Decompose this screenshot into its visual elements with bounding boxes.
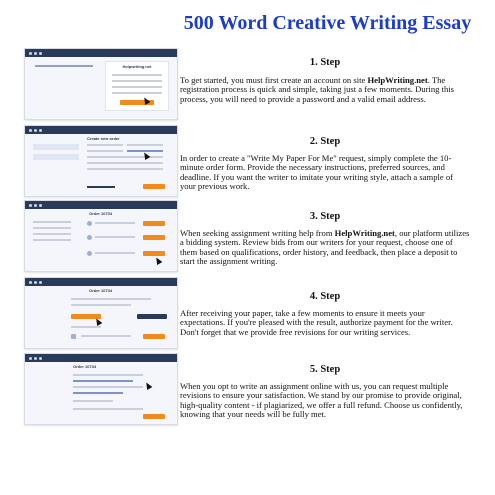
- step-2-screenshot: [24, 125, 178, 197]
- step-2-text: In order to create a "Write My Paper For Me" request, simply complete the 10-minute order form. Provide the necessary instructions, preferred sources, and deadline. If you want the writer to imitate your writing style, attach a sample of your previous work.: [180, 153, 454, 191]
- step-1-heading: 1. Step: [309, 57, 341, 68]
- window-titlebar: [25, 49, 177, 57]
- step-4: [0, 277, 495, 352]
- step-3-heading: 3. Step: [309, 211, 341, 222]
- step-2: [0, 125, 495, 200]
- page-title: 500 Word Creative Writing Essay: [183, 12, 472, 34]
- step-3: [0, 200, 495, 275]
- window-titlebar: [25, 201, 177, 209]
- order-label: Order 10734: [89, 211, 113, 216]
- order-label: Order 10734: [89, 288, 113, 293]
- form-label: Create new order: [87, 136, 120, 141]
- step-1-text: To get started, you must first create an account on site HelpWriting.net. The registration process is quick and simple, taking just a few moments. During this process, you will need to provide a password and a valid email address.: [180, 75, 455, 104]
- cursor-icon: [94, 317, 103, 326]
- step-1: [0, 48, 495, 123]
- step-3-screenshot: [24, 200, 178, 272]
- step-4-text: After receiving your paper, take a few moments to ensure it meets your expectations. If you're pleased with the result, authorize payment for the writer. Don't forget that we provide free revisions for our writing services.: [180, 308, 453, 337]
- cursor-icon: [144, 381, 153, 390]
- signup-panel: [105, 61, 169, 111]
- step-5-text: When you opt to write an assignment online with us, you can request multiple revisions to ensure your satisfaction. We stand by our promise to provide original, high-quality content - if plagiarized, we offer a full refund. Choose us confidently, knowing that your needs will be fully met.: [180, 381, 463, 419]
- step-2-heading: 2. Step: [309, 136, 341, 147]
- step-5-screenshot: [24, 353, 178, 425]
- window-titlebar: [25, 354, 177, 362]
- cursor-icon: [142, 151, 151, 160]
- step-1-screenshot: [24, 48, 178, 120]
- site-label: Helpwriting.net: [122, 64, 152, 69]
- order-label: Order 10734: [73, 364, 97, 369]
- window-titlebar: [25, 126, 177, 134]
- step-5-heading: 5. Step: [309, 364, 341, 375]
- step-3-text: When seeking assignment writing help from HelpWriting.net, our platform utilizes a bidding system. Review bids from our writers for your request, choose one of them based on qualifications, order history, and feedback, then place a deposit to start the assignment writing.: [180, 228, 470, 266]
- step-4-heading: 4. Step: [309, 291, 341, 302]
- step-5: [0, 353, 495, 428]
- cursor-icon: [154, 256, 163, 265]
- window-titlebar: [25, 278, 177, 286]
- step-4-screenshot: [24, 277, 178, 349]
